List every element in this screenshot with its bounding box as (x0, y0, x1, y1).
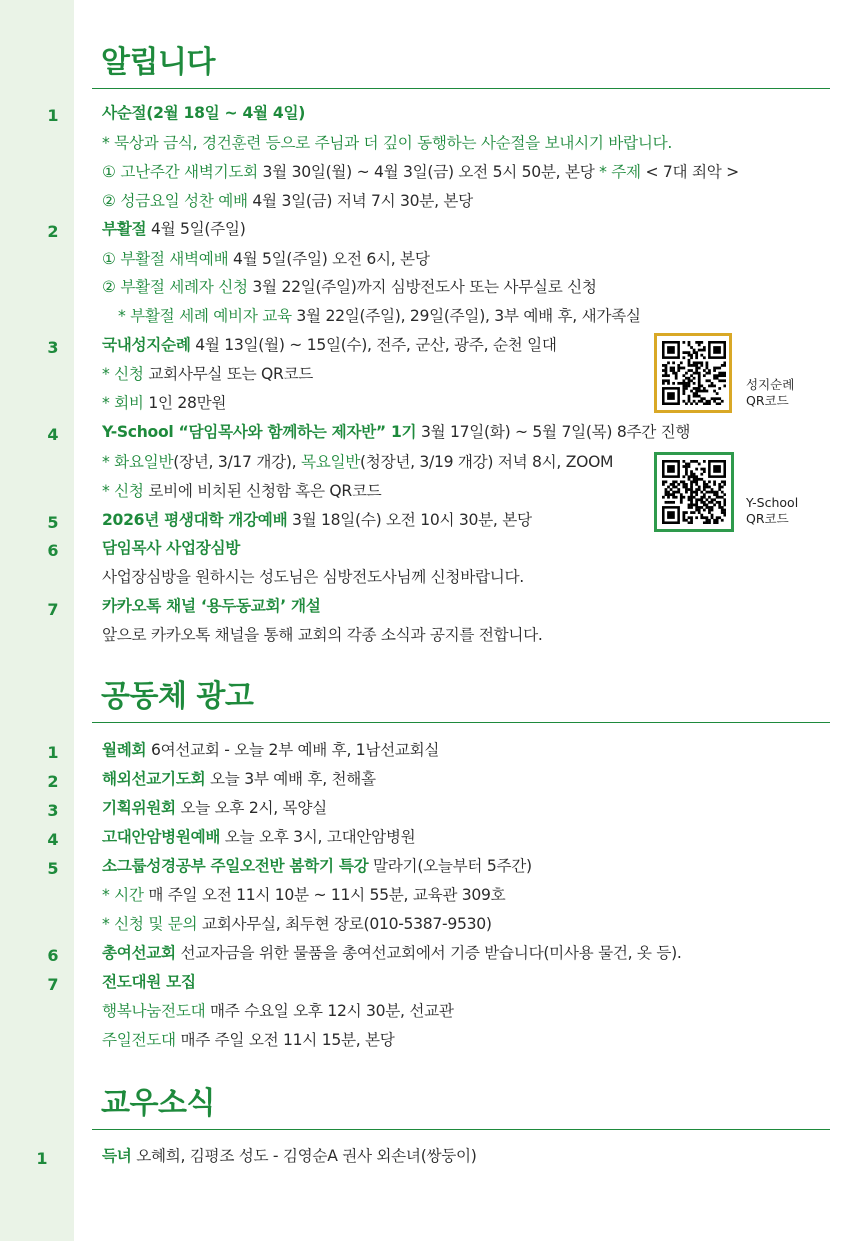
item-number: 4 (47, 830, 59, 849)
community-line: 총여선교회 선교자금을 위한 물품을 총여선교회에서 기증 받습니다(미사용 물건, 옷 등). (102, 944, 682, 962)
qr-label: 성지순례 QR코드 (746, 377, 795, 408)
section-title-community: 공동체 광고 (101, 679, 254, 714)
notice-line: 사업장심방을 원하시는 성도님은 심방전도사님께 신청바랍니다. (102, 568, 524, 586)
notice-line: ① 부활절 새벽예배 4월 5일(주일) 오전 6시, 본당 (102, 250, 430, 268)
notice-line: 카카오톡 채널 ‘용두동교회’ 개설 (102, 597, 321, 615)
notice-line: 2026년 평생대학 개강예배 3월 18일(수) 오전 10시 30분, 본당 (102, 511, 532, 529)
community-line: 행복나눔전도대 매주 수요일 오후 12시 30분, 선교관 (102, 1002, 454, 1020)
item-number: 4 (47, 425, 59, 444)
item-number: 2 (47, 222, 59, 241)
item-number: 1 (47, 106, 59, 125)
notice-line: * 부활절 세례 예비자 교육 3월 22일(주일), 29일(주일), 3부 예배 후, 새가족실 (118, 307, 641, 325)
notice-line: * 묵상과 금식, 경건훈련 등으로 주님과 더 깊이 동행하는 사순절을 보내시기 바랍니다. (102, 134, 672, 152)
qr-pattern (662, 341, 726, 405)
community-line: 고대안암병원예배 오늘 오후 3시, 고대안암병원 (102, 828, 416, 846)
notice-line: ② 부활절 세례자 신청 3월 22일(주일)까지 심방전도사 또는 사무실로 신청 (102, 278, 597, 296)
item-number: 2 (47, 772, 59, 791)
item-number: 1 (36, 1149, 48, 1168)
members-line: 득녀 오혜희, 김평조 성도 - 김영순A 권사 외손녀(쌍둥이) (102, 1147, 477, 1165)
community-line: 월례회 6여선교회 - 오늘 2부 예배 후, 1남선교회실 (102, 741, 440, 759)
item-number: 7 (47, 600, 59, 619)
section-rule (92, 1129, 830, 1130)
item-number: 3 (47, 338, 59, 357)
notice-line: * 화요일반(장년, 3/17 개강), 목요일반(청장년, 3/19 개강) 저녁 8시, ZOOM (102, 453, 614, 471)
qr-label: Y-School QR코드 (746, 495, 799, 526)
notice-line: Y-School “담임목사와 함께하는 제자반” 1기 3월 17일(화) ~ 5월 7일(목) 8주간 진행 (102, 423, 691, 441)
section-rule (92, 88, 830, 89)
notice-line: * 신청 로비에 비치된 신청함 혹은 QR코드 (102, 482, 382, 500)
notice-line: 담임목사 사업장심방 (102, 539, 241, 557)
item-number: 5 (47, 859, 59, 878)
item-number: 5 (47, 513, 59, 532)
notice-line: 부활절 4월 5일(주일) (102, 220, 246, 238)
community-line: * 시간 매 주일 오전 11시 10분 ~ 11시 55분, 교육관 309호 (102, 886, 506, 904)
community-line: 주일전도대 매주 주일 오전 11시 15분, 본당 (102, 1031, 395, 1049)
community-line: * 신청 및 문의 교회사무실, 최두현 장로(010-5387-9530) (102, 915, 492, 933)
notice-line: * 회비 1인 28만원 (102, 394, 227, 412)
item-number: 7 (47, 975, 59, 994)
notice-line: * 신청 교회사무실 또는 QR코드 (102, 365, 314, 383)
qr-pattern (662, 460, 726, 524)
item-number: 6 (47, 946, 59, 965)
section-title-notices: 알립니다 (101, 45, 215, 80)
item-number: 3 (47, 801, 59, 820)
notice-line: ② 성금요일 성찬 예배 4월 3일(금) 저녁 7시 30분, 본당 (102, 192, 473, 210)
community-line: 기획위원회 오늘 오후 2시, 목양실 (102, 799, 327, 817)
left-sidebar-band (0, 0, 74, 1241)
yschool-qr-code[interactable] (654, 452, 734, 532)
pilgrimage-qr-code[interactable] (654, 333, 732, 413)
item-number: 1 (47, 743, 59, 762)
item-number: 6 (47, 541, 59, 560)
notice-line: 앞으로 카카오톡 채널을 통해 교회의 각종 소식과 공지를 전합니다. (102, 626, 543, 644)
notice-line: ① 고난주간 새벽기도회 3월 30일(월) ~ 4월 3일(금) 오전 5시 50분, 본당 * 주제 < 7대 죄악 > (102, 163, 739, 181)
notice-line: 사순절(2월 18일 ~ 4월 4일) (102, 104, 306, 122)
section-title-members: 교우소식 (101, 1086, 215, 1121)
section-rule (92, 722, 830, 723)
community-line: 소그룹성경공부 주일오전반 봄학기 특강 말라기(오늘부터 5주간) (102, 857, 532, 875)
notice-line: 국내성지순례 4월 13일(월) ~ 15일(수), 전주, 군산, 광주, 순천 일대 (102, 336, 557, 354)
community-line: 해외선교기도회 오늘 3부 예배 후, 천해홀 (102, 770, 376, 788)
community-line: 전도대원 모집 (102, 973, 196, 991)
